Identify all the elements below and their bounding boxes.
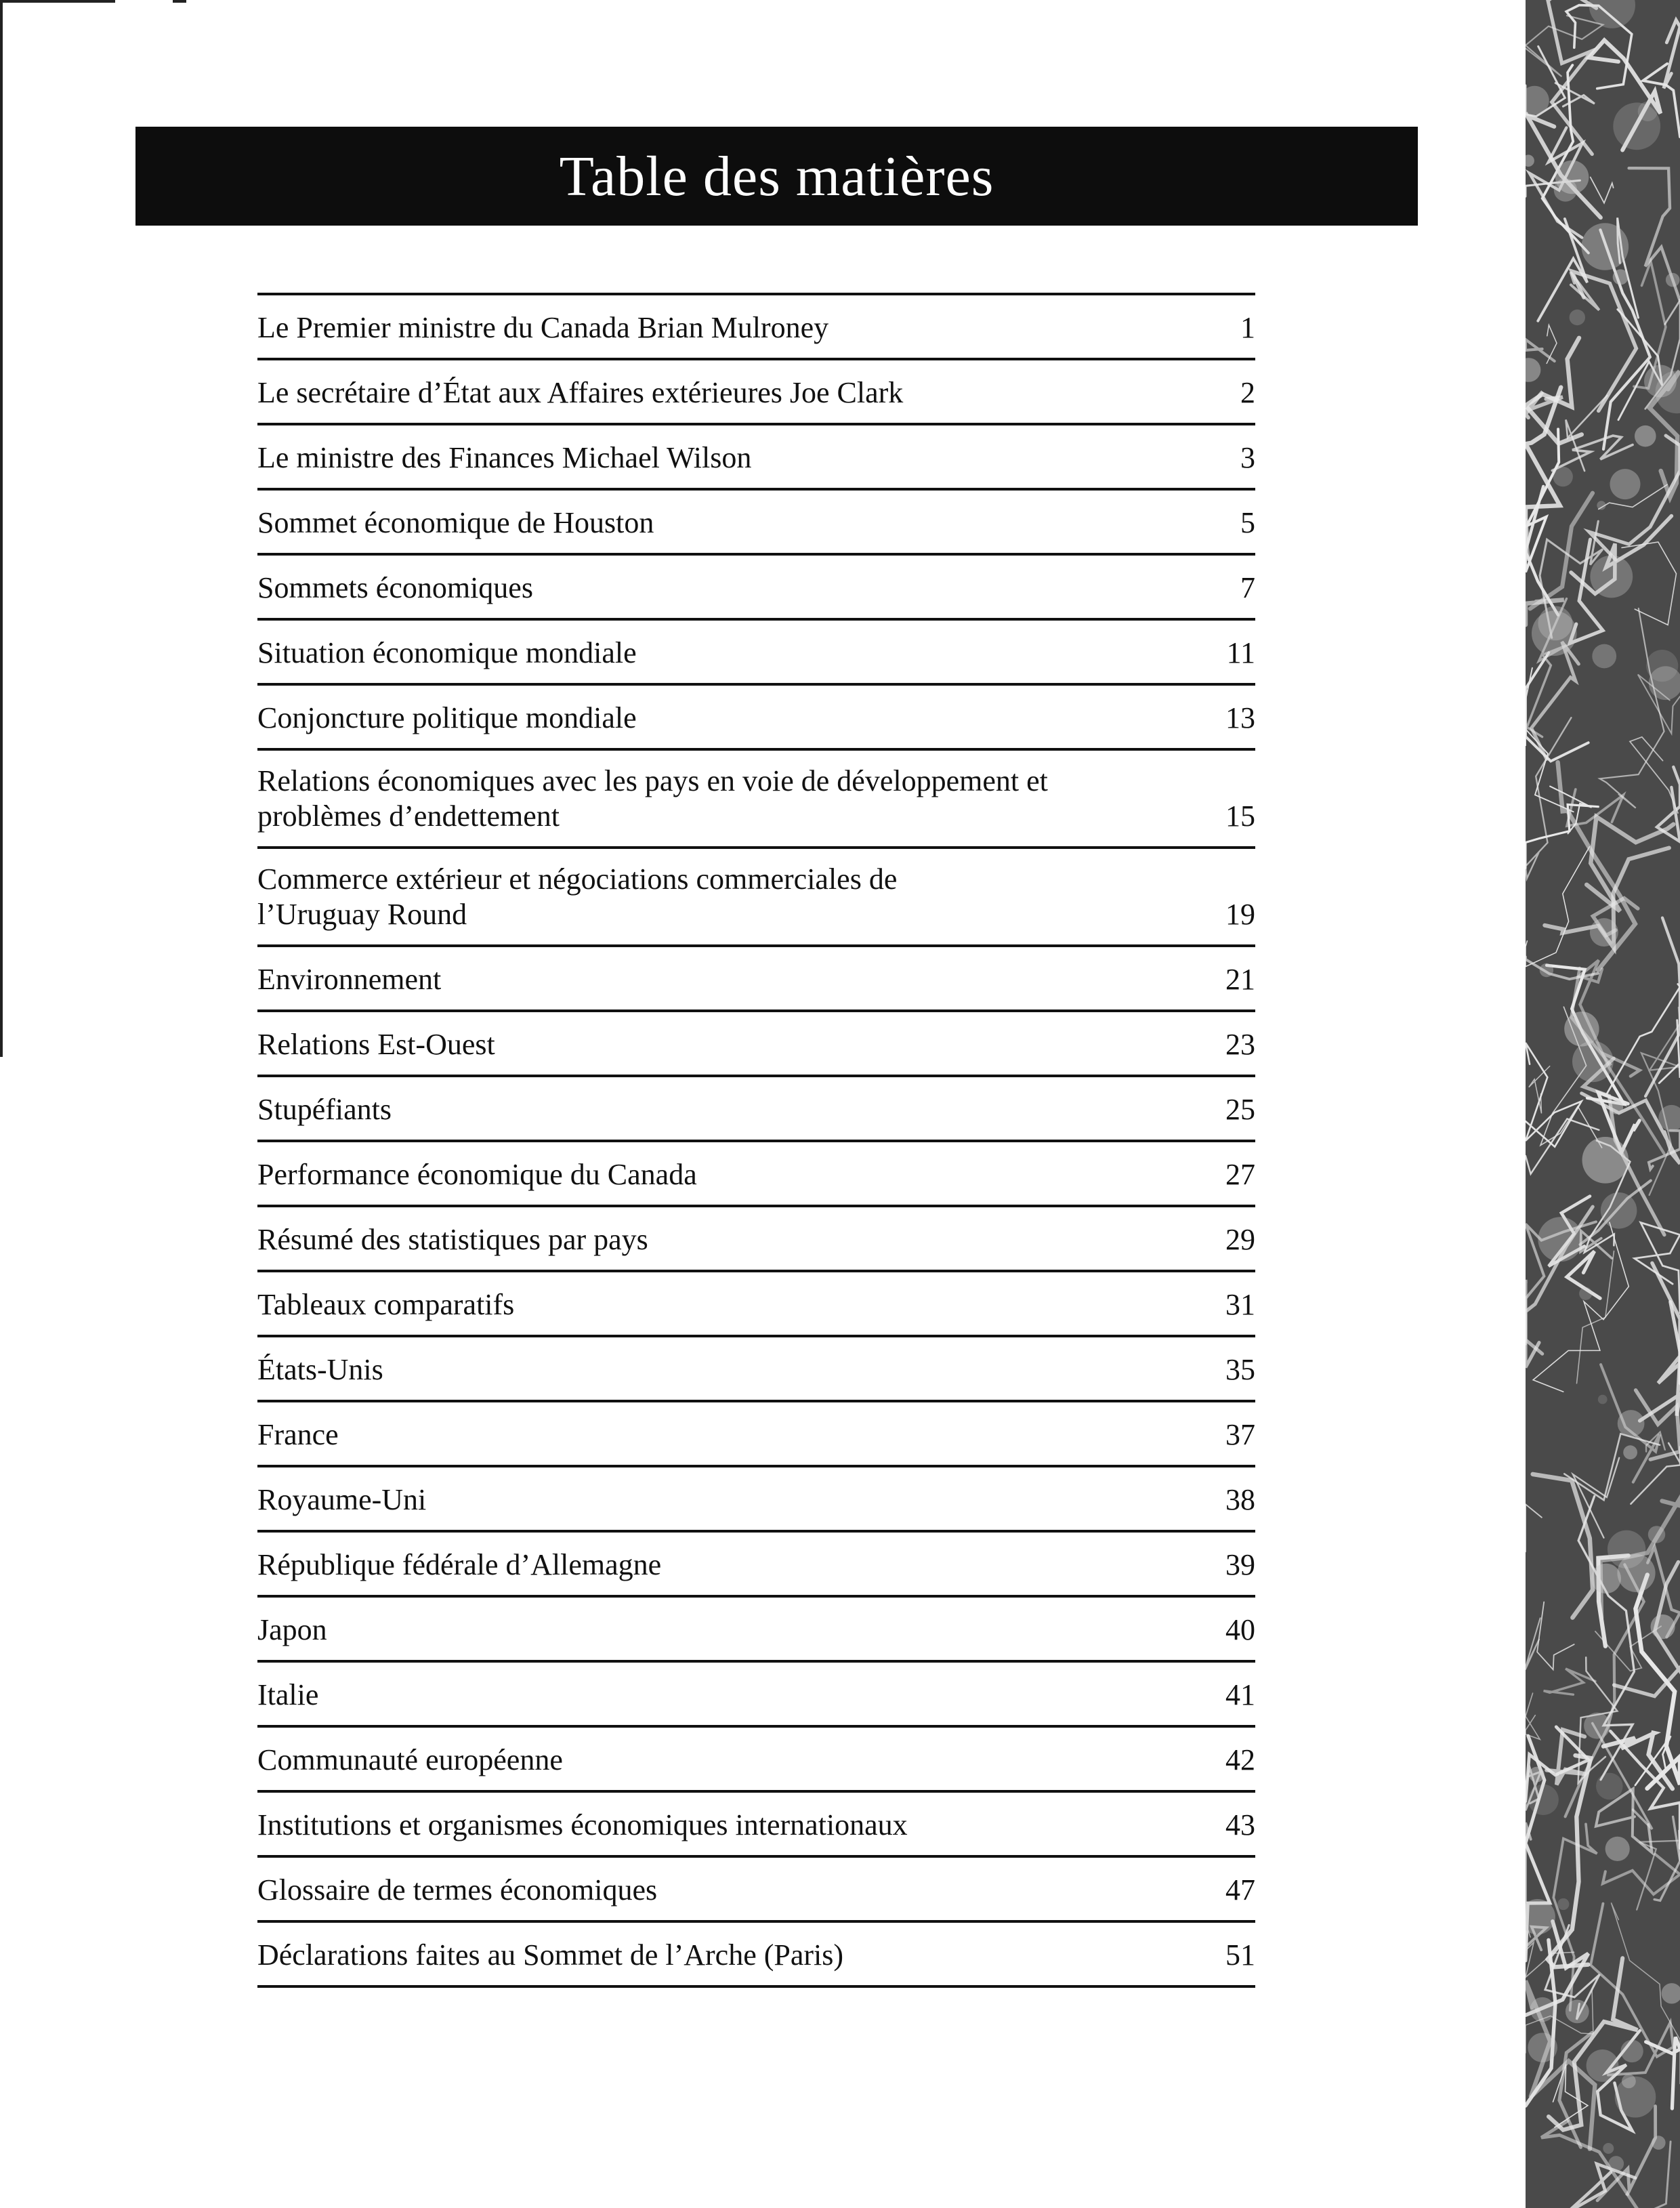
toc-entry-title: Institutions et organismes économiques internationaux [257,1808,908,1841]
toc-entry-title: Le ministre des Finances Michael Wilson [257,441,752,474]
toc-entry-page-number: 47 [1225,1873,1255,1907]
toc-entry[interactable] [257,1923,1255,1988]
toc-entry-title: Déclarations faites au Sommet de l’Arche (Paris) [257,1938,844,1972]
marble-patch [1566,2000,1589,2024]
toc-entry-page-number: 19 [1225,898,1255,931]
toc-entry-title: États-Unis [257,1353,383,1386]
toc-entry-title: Relations Est-Ouest [257,1028,495,1061]
marble-patch [1590,556,1633,598]
marble-patch [1528,1785,1559,1815]
marble-patch [1582,223,1629,270]
toc-entry-page-number: 25 [1225,1093,1255,1126]
toc-entry-title: Relations économiques avec les pays en voie de développement et problèmes d’endettement [257,764,1048,833]
marble-patch [1620,2040,1643,2062]
toc-entry-title: Sommets économiques [257,571,533,604]
toc-entry-title: Japon [257,1613,327,1646]
toc-entry[interactable] [257,360,1255,425]
toc-entry-title: Le secrétaire d’État aux Affaires extérieures Joe Clark [257,376,904,409]
toc-entry-page-number: 11 [1226,636,1255,669]
toc-entry-page-number: 7 [1240,571,1255,604]
page-title: Table des matières [559,144,994,208]
marble-patch [1652,2136,1666,2150]
toc-entry-title: Royaume-Uni [257,1483,427,1516]
toc-entry-title: Commerce extérieur et négociations commerciales de l’Uruguay Round [257,862,898,931]
toc-entry[interactable] [257,1663,1255,1728]
toc-entry[interactable] [257,1012,1255,1077]
marble-patch [1608,1530,1645,1568]
toc-entry-page-number: 42 [1225,1743,1255,1776]
toc-entry[interactable] [257,1272,1255,1337]
toc-entry-page-number: 23 [1225,1028,1255,1061]
marble-patch [1635,425,1656,447]
toc-entry[interactable] [257,686,1255,751]
toc-entry-title: Conjoncture politique mondiale [257,701,637,734]
marble-patch [1528,2033,1557,2062]
toc-entry[interactable] [257,556,1255,621]
toc-entry[interactable] [257,1337,1255,1402]
marble-patch [1584,1713,1610,1739]
marble-patch [1540,963,1553,977]
toc-entry-page-number: 43 [1225,1808,1255,1841]
marble-patch [1610,469,1641,499]
marble-patch [1538,606,1573,641]
toc-entry-title: Résumé des statistiques par pays [257,1223,648,1256]
toc-entry[interactable] [257,1858,1255,1923]
marble-patch [1648,1526,1665,1543]
toc-entry[interactable] [257,1793,1255,1858]
toc-entry[interactable] [257,1142,1255,1207]
toc-entry-title: Situation économique mondiale [257,636,637,669]
toc-entry-page-number: 37 [1225,1418,1255,1451]
toc-entry-title: Tableaux comparatifs [257,1288,515,1321]
marble-patch [1582,1137,1629,1184]
toc-entry[interactable] [257,1207,1255,1272]
marble-patch [1605,1837,1630,1861]
toc-entry-page-number: 2 [1240,376,1255,409]
toc-entry-title: Communauté européenne [257,1743,563,1776]
marble-patch [1553,467,1573,486]
marble-patch [1601,1192,1637,1229]
marble-patch [1591,1564,1621,1593]
marble-patch [1529,1767,1545,1783]
toc-entry-page-number: 21 [1225,963,1255,996]
marble-patch [1587,2049,1619,2082]
toc-entry-title: Environnement [257,963,442,996]
marble-patch [1570,310,1585,325]
marble-patch [1613,269,1629,285]
toc-entry-page-number: 15 [1225,799,1255,833]
marble-patch [1596,1773,1623,1800]
toc-entry-page-number: 38 [1225,1483,1255,1516]
toc-entry-page-number: 35 [1225,1353,1255,1386]
marble-patch [1555,161,1589,194]
toc-entry[interactable] [257,1402,1255,1467]
toc-entry-page-number: 5 [1240,506,1255,539]
table-of-contents [257,293,1255,1988]
marble-patch [1579,1287,1592,1300]
toc-entry-page-number: 41 [1225,1678,1255,1711]
marble-border-image [1526,0,1680,2208]
toc-entry[interactable] [257,1533,1255,1598]
toc-entry[interactable] [257,1728,1255,1793]
toc-entry-page-number: 31 [1225,1288,1255,1321]
marble-patch [1598,1395,1608,1404]
toc-entry-page-number: 27 [1225,1158,1255,1191]
marble-patch [1608,2156,1624,2171]
marble-patch [1638,102,1658,121]
toc-entry-title: Stupéfiants [257,1093,392,1126]
toc-entry[interactable] [257,295,1255,360]
toc-entry-page-number: 51 [1225,1938,1255,1972]
toc-entry-title: Glossaire de termes économiques [257,1873,658,1907]
toc-entry[interactable] [257,751,1255,849]
toc-entry-page-number: 39 [1225,1548,1255,1581]
toc-entry[interactable] [257,491,1255,556]
marble-texture [1526,0,1680,2208]
marble-patch [1666,273,1680,287]
toc-entry[interactable] [257,1077,1255,1142]
toc-entry[interactable] [257,425,1255,491]
marble-patch [1592,644,1616,669]
title-banner [135,127,1418,226]
marble-patch [1597,501,1605,509]
page-edge-mark-top [0,0,115,3]
toc-entry-page-number: 3 [1240,441,1255,474]
marble-patch [1623,1445,1637,1459]
marble-patch [1538,1217,1582,1262]
toc-entry[interactable] [257,1598,1255,1663]
toc-entry-title: Le Premier ministre du Canada Brian Mulroney [257,311,829,344]
toc-entry[interactable] [257,621,1255,686]
toc-entry-title: Performance économique du Canada [257,1158,697,1191]
marble-patch [1572,1041,1614,1082]
marble-patch [1557,1898,1569,1910]
page-edge-mark [0,0,3,1057]
marble-patch [1651,1615,1675,1639]
toc-entry-title: République fédérale d’Allemagne [257,1548,662,1581]
toc-entry-title: Sommet économique de Houston [257,506,654,539]
toc-entry-page-number: 29 [1225,1223,1255,1256]
marble-patch [1644,365,1677,398]
marble-patch [1590,918,1618,946]
marble-patch [1530,1997,1555,2022]
marble-patch [1618,1410,1645,1437]
toc-entry[interactable] [257,947,1255,1012]
toc-entry-page-number: 1 [1240,311,1255,344]
toc-entry[interactable] [257,1467,1255,1533]
marble-patch [1603,2143,1614,2154]
toc-entry-title: France [257,1418,339,1451]
marble-patch [1622,2075,1636,2089]
page-edge-mark-top-short [173,0,186,3]
toc-entry[interactable] [257,849,1255,947]
marble-patch [1609,1100,1623,1115]
toc-entry-title: Italie [257,1678,319,1711]
toc-entry-page-number: 13 [1225,701,1255,734]
toc-entry-page-number: 40 [1225,1613,1255,1646]
